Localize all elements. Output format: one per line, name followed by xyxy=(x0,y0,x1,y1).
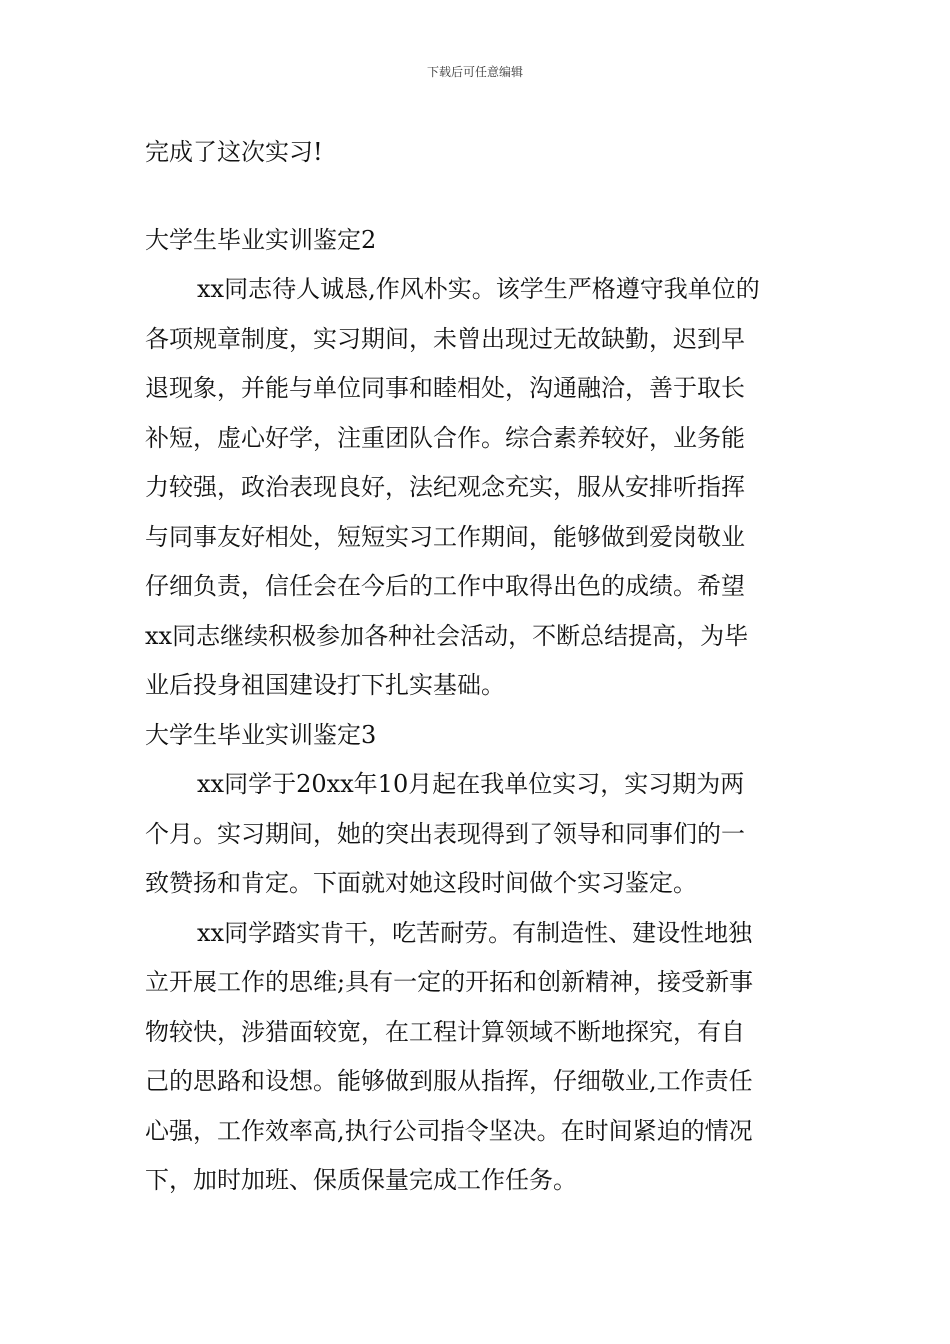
paragraph-line: xx同志继续积极参加各种社会活动，不断总结提高，为毕 xyxy=(145,621,749,650)
paragraph-line: 与同事友好相处，短短实习工作期间，能够做到爱岗敬业 xyxy=(145,522,745,551)
section2-paragraph xyxy=(145,265,810,711)
paragraph-line: 致赞扬和肯定。下面就对她这段时间做个实习鉴定。 xyxy=(145,869,697,897)
section2-title: 大学生毕业实训鉴定2 xyxy=(145,225,377,254)
paragraph-line: 物较快，涉猎面较宽，在工程计算领域不断地探究，有自 xyxy=(145,1017,745,1046)
paragraph-line: xx同学踏实肯干，吃苦耐劳。有制造性、建设性地独 xyxy=(197,918,753,947)
section-spacer xyxy=(145,178,810,216)
paragraph-line: xx同志待人诚恳,作风朴实。该学生严格遵守我单位的 xyxy=(197,275,760,303)
page-header-note: 下载后可任意编辑 xyxy=(426,65,523,79)
section3-paragraph-1 xyxy=(145,760,810,909)
paragraph-line: 补短，虚心好学，注重团队合作。综合素养较好，业务能 xyxy=(145,423,745,452)
paragraph-line: 立开展工作的思维;具有一定的开拓和创新精神，接受新事 xyxy=(145,968,754,996)
paragraph-line: 个月。实习期间，她的突出表现得到了领导和同事们的一 xyxy=(145,819,745,848)
paragraph-line: 仔细负责，信任会在今后的工作中取得出色的成绩。希望 xyxy=(145,572,745,600)
opening-line: 完成了这次实习! xyxy=(145,138,323,166)
paragraph-line: 业后投身祖国建设打下扎实基础。 xyxy=(145,671,505,699)
paragraph-line: xx同学于20xx年10月起在我单位实习，实习期为两 xyxy=(197,770,745,798)
paragraph-line: 心强，工作效率高,执行公司指令坚决。在时间紧迫的情况 xyxy=(145,1116,753,1145)
document-body xyxy=(145,128,810,1206)
paragraph-line: 各项规章制度，实习期间，未曾出现过无故缺勤，迟到早 xyxy=(145,324,745,353)
paragraph-line: 下，加时加班、保质保量完成工作任务。 xyxy=(145,1166,577,1194)
section3-paragraph-2 xyxy=(145,909,810,1206)
section3-title: 大学生毕业实训鉴定3 xyxy=(145,720,377,749)
paragraph-line: 退现象，并能与单位同事和睦相处，沟通融洽，善于取长 xyxy=(145,374,745,402)
paragraph-line: 己的思路和设想。能够做到服从指挥，仔细敬业,工作责任 xyxy=(145,1067,753,1095)
paragraph-line: 力较强，政治表现良好，法纪观念充实，服从安排听指挥 xyxy=(145,473,745,501)
